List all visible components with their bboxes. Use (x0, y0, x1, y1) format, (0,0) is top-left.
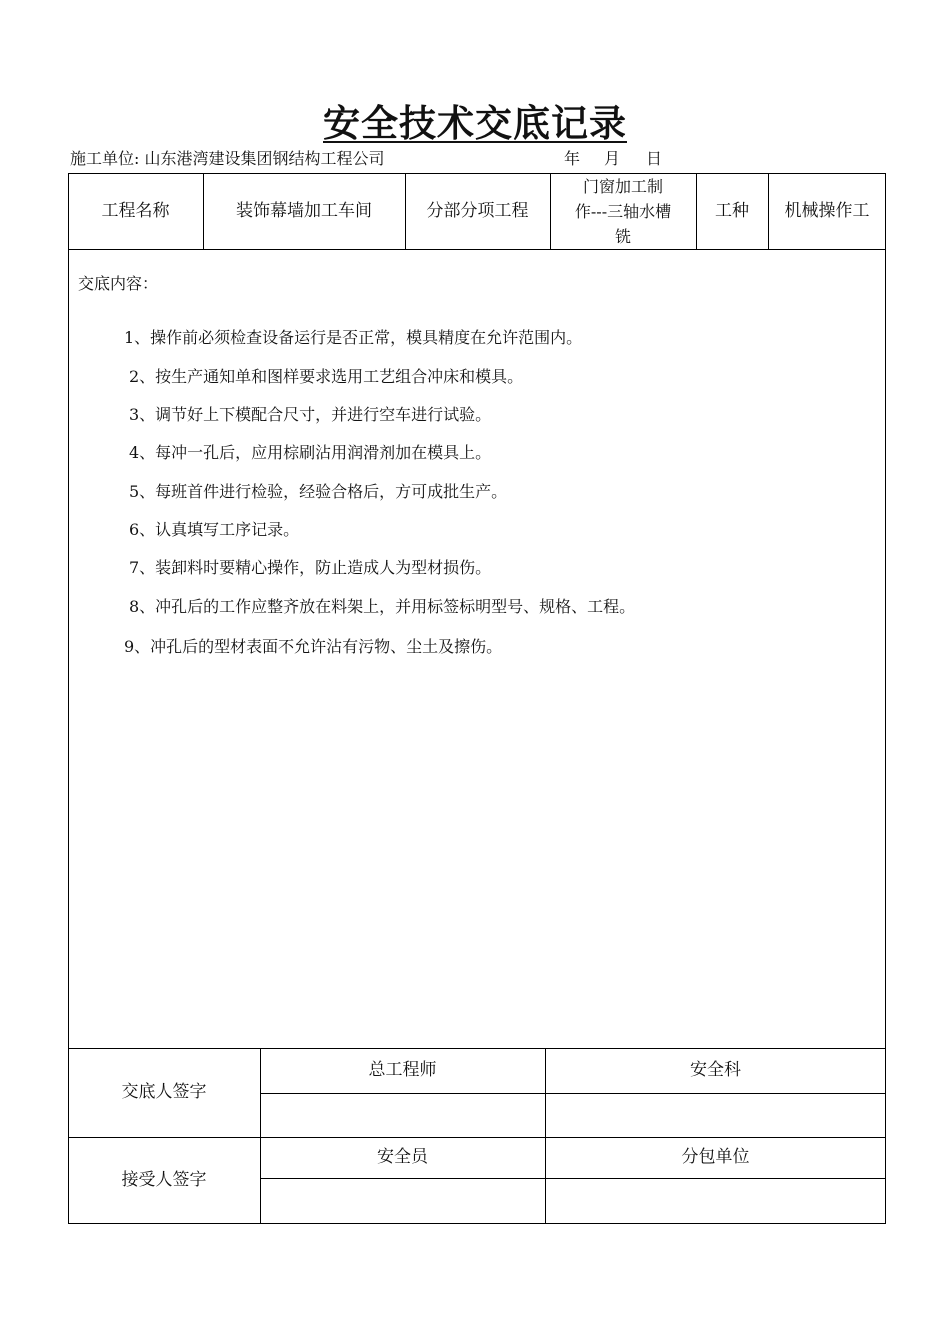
subproject-value (550, 173, 696, 249)
content-item: 3、调节好上下模配合尺寸，并进行空车进行试验。 (129, 405, 492, 424)
discloser-signature-label: 交底人签字 (121, 1082, 207, 1102)
safety-dept-label: 安全科 (690, 1060, 741, 1080)
content-item: 9、冲孔后的型材表面不允许沾有污物、尘土及擦伤。 (124, 637, 503, 656)
subcontractor-signature-field[interactable] (545, 1178, 886, 1224)
content-item: 6、认真填写工序记录。 (129, 520, 300, 539)
subproject-label: 分部分项工程 (426, 200, 529, 221)
trade-label: 工种 (715, 200, 749, 221)
subproject-value-line-3: 铣 (614, 226, 631, 246)
date-line (564, 148, 662, 170)
receiver-signature-label: 接受人签字 (121, 1170, 207, 1190)
chief-engineer-signature-field[interactable] (260, 1093, 545, 1137)
content-item: 2、按生产通知单和图样要求选用工艺组合冲床和模具。 (129, 367, 524, 386)
safety-officer-label: 安全员 (377, 1147, 428, 1167)
content-item: 5、每班首件进行检验，经验合格后，方可成批生产。 (129, 482, 508, 501)
construction-unit: 施工单位: 山东港湾建设集团钢结构工程公司 (70, 149, 385, 168)
safety-officer-signature-field[interactable] (260, 1178, 545, 1224)
content-item: 7、装卸料时要精心操作，防止造成人为型材损伤。 (129, 558, 492, 577)
project-name-label: 工程名称 (101, 200, 170, 221)
safety-dept-signature-field[interactable] (545, 1093, 886, 1137)
content-item: 4、每冲一孔后，应用棕刷沾用润滑剂加在模具上。 (129, 443, 492, 462)
trade-value: 机械操作工 (784, 200, 870, 221)
month-label: 月 (604, 149, 621, 168)
year-label: 年 (564, 149, 581, 168)
subcontractor-label: 分包单位 (681, 1147, 750, 1167)
chief-engineer-label: 总工程师 (368, 1060, 437, 1080)
content-item: 8、冲孔后的工作应整齐放在料架上，并用标签标明型号、规格、工程。 (129, 597, 636, 616)
project-name-value: 装饰幕墙加工车间 (236, 200, 372, 221)
subproject-value-line-2: 作---三轴水槽 (574, 201, 672, 221)
document-title: 安全技术交底记录 (323, 101, 627, 145)
subproject-value-line-1: 门窗加工制 (582, 176, 663, 196)
day-label: 日 (646, 149, 663, 168)
content-item: 1、操作前必须检查设备运行是否正常，模具精度在允许范围内。 (124, 328, 583, 347)
content-label: 交底内容： (78, 274, 159, 293)
